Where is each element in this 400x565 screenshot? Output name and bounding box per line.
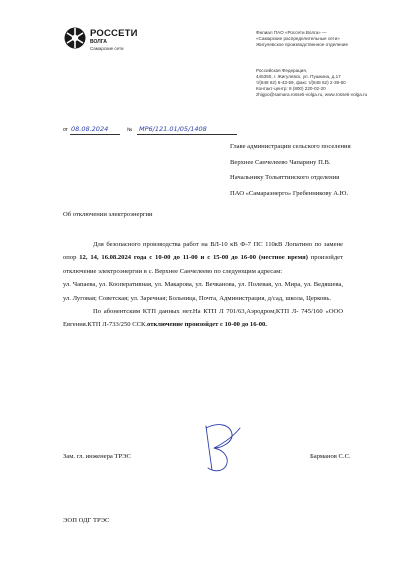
logo-sub1: ВОЛГА <box>90 39 107 45</box>
address-line-4: Контакт-центр: 8 (800) 220-02-20 <box>256 86 326 91</box>
body-text <box>63 238 343 332</box>
address-line-1: Российская Федерация, <box>256 68 308 73</box>
paragraph-3 <box>63 305 343 332</box>
sender-line-2: «Самарские распределительные сети» <box>256 36 340 41</box>
reg-number: МР6/121.01/05/1408 <box>139 125 207 133</box>
reg-date-underline <box>70 134 120 135</box>
addressee-line-4: ПАО «Самараэнерго» Гребенникову А.Ю. <box>230 189 349 197</box>
registration-line <box>63 125 243 137</box>
logo-sub2: Самарские сети <box>90 46 124 51</box>
handwritten-signature <box>200 418 245 478</box>
reg-number-underline <box>137 134 237 135</box>
p1-text-end: произойдет отключение электроэнергии в с. Верхнее Санчелеево по следующим адресам: <box>63 254 343 275</box>
reg-date: 08.08.2024 <box>71 125 109 133</box>
reg-number-label: № <box>127 127 133 133</box>
rosseti-emblem-icon <box>63 26 87 50</box>
sender-line-1: Филиал ПАО «Россети Волга» — <box>256 30 327 35</box>
company-logo <box>63 26 173 66</box>
sender-block <box>256 30 396 48</box>
address-line-2: 445350, г. Жигулевск, ул. Пушкина, д.17 <box>256 74 341 79</box>
address-line-5: zhigpo@samara.rosseti-volga.ru, www.rosseti-volga.ru <box>256 92 368 97</box>
signer-name: Барманов С.С. <box>310 453 351 460</box>
addressee-block <box>230 139 395 201</box>
paragraph-1 <box>63 238 343 278</box>
p1-text-bold: 12, 14, 16.08.2024 года с 10-00 до 11-00 и с 15-00 до 16-00 (местное время) <box>79 254 308 262</box>
executor-label: ЭОП ОДГ ТРЭС <box>63 517 110 524</box>
addressee-line-1: Главе администрации сельского поселения <box>230 143 351 150</box>
p3-text-bold: отключение произойдет с 10-00 до 16-00. <box>147 321 267 329</box>
reg-from-label: от <box>63 127 68 133</box>
address-line-3: т/(848 62) 6-43-59, факс т/(848 62) 2-39-50 <box>256 80 346 85</box>
sender-line-3: Жигулевское производственное отделение <box>256 42 349 47</box>
subject-line: Об отключении электроэнергии <box>63 211 153 218</box>
p1-text-start: Для безопасного производства работ на ВЛ-10 кВ Ф-7 ПС 110кВ Лопатино по замене опор <box>63 241 343 262</box>
p3-text-start: По абонентским КТП данных нет.На КТП Л 701/63,Аэродром,КТП Л- 745/160 «ООО Евгения.КТП Л-733/250 ССК. <box>63 308 343 329</box>
sender-address <box>256 68 396 98</box>
paragraph-2: ул. Чапаева, ул. Кооперативная, ул. Макарова, ул. Вечканова, ул. Полевая, ул. Мира, ул. Ведяшева, ул. Луговая; Советская; ул. Заречная; Больница, Почта, Администрация, д/сад, школа, Церковь. <box>63 281 343 302</box>
addressee-line-2: Верхнее Санчелеево Чапарину П.В. <box>230 158 331 166</box>
logo-brand: РОССЕТИ <box>90 28 138 39</box>
signer-position: Зам. гл. инженера ТРЭС <box>63 453 131 460</box>
addressee-line-3: Начальнику Тольяттинского отделения <box>230 174 340 182</box>
